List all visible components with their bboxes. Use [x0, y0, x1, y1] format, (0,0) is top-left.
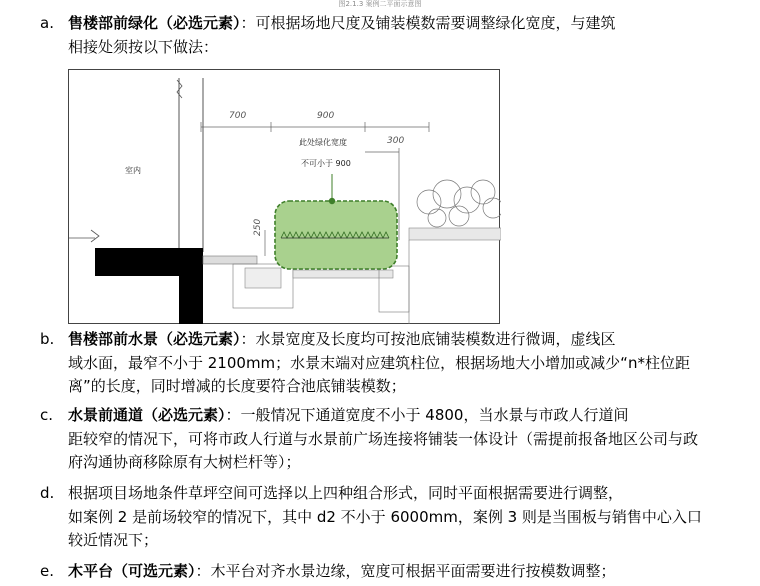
dimension-300: 300	[387, 136, 405, 146]
list-marker: d.	[40, 484, 55, 502]
item-text-line1: 根据项目场地条件草坪空间可选择以上四种组合形式，同时平面根据需要进行调整，	[68, 484, 624, 502]
list-item-c	[40, 404, 710, 475]
section-diagram	[68, 69, 500, 324]
item-text-line1: ：一般情况下通道宽度不小于 4800，当水景与市政人行道间	[225, 406, 629, 424]
paving-layer	[203, 256, 257, 264]
break-mark	[91, 230, 99, 242]
item-title: 水景前通道（必选元素）	[68, 406, 226, 424]
dimension-700: 700	[229, 111, 247, 121]
item-title: 售楼部前绿化（必选元素）	[68, 14, 241, 32]
list-marker: a.	[40, 14, 54, 32]
item-text-line1: ：可根据场地尺度及铺装模数需要调整绿化宽度，与建筑	[240, 14, 616, 32]
dimension-250: 250	[253, 218, 263, 236]
item-text-rest: 距较窄的情况下，可将市政人行道与水景前广场连接将铺装一体设计（需提前报备地区公司与政府沟通协商移除原有大树栏杆等）；	[68, 429, 699, 471]
item-text-rest: 域水面，最窄不小于 2100mm；水景末端对应建筑柱位，根据场地大小增加或减少“n*柱位距离”的长度，同时增减的长度要符合池底铺装模数；	[68, 353, 690, 395]
list-item-b	[40, 328, 710, 399]
item-text-rest: 相接处须按以下做法：	[68, 37, 219, 56]
item-title: 售楼部前水景（必选元素）	[68, 330, 241, 348]
item-text-line1: ：水景宽度及长度均可按池底铺装模数进行微调，虚线区	[240, 330, 616, 348]
figure-caption: 图2.1.3 案例二平面示意图	[338, 0, 422, 8]
floor-slab	[95, 248, 203, 324]
dimension-900: 900	[317, 111, 335, 121]
indoor-label: 室内	[125, 166, 141, 175]
list-item-a	[40, 12, 710, 59]
note-line-1: 此处绿化宽度	[299, 138, 347, 147]
item-title: 木平台（可选元素）	[68, 562, 196, 580]
list-marker: b.	[40, 330, 55, 348]
shrub-illustration	[417, 180, 501, 227]
break-mark	[177, 80, 182, 98]
item-text-rest: 如案例 2 是前场较窄的情况下，其中 d2 不小于 6000mm，案例 3 则是当围板与销售中心入口较近情况下；	[68, 507, 702, 549]
list-marker: e.	[40, 562, 54, 580]
list-item-e	[40, 560, 710, 584]
leader-dot	[329, 198, 335, 204]
item-text-line1: ：木平台对齐水景边缘，宽度可根据平面需要进行按模数调整；	[195, 562, 616, 580]
note-line-2: 不可小于 900	[301, 159, 351, 168]
list-marker: c.	[40, 406, 54, 424]
list-item-d	[40, 482, 710, 553]
section-drawing	[69, 70, 501, 325]
base-layer	[293, 270, 393, 278]
planting-bed	[409, 228, 501, 240]
